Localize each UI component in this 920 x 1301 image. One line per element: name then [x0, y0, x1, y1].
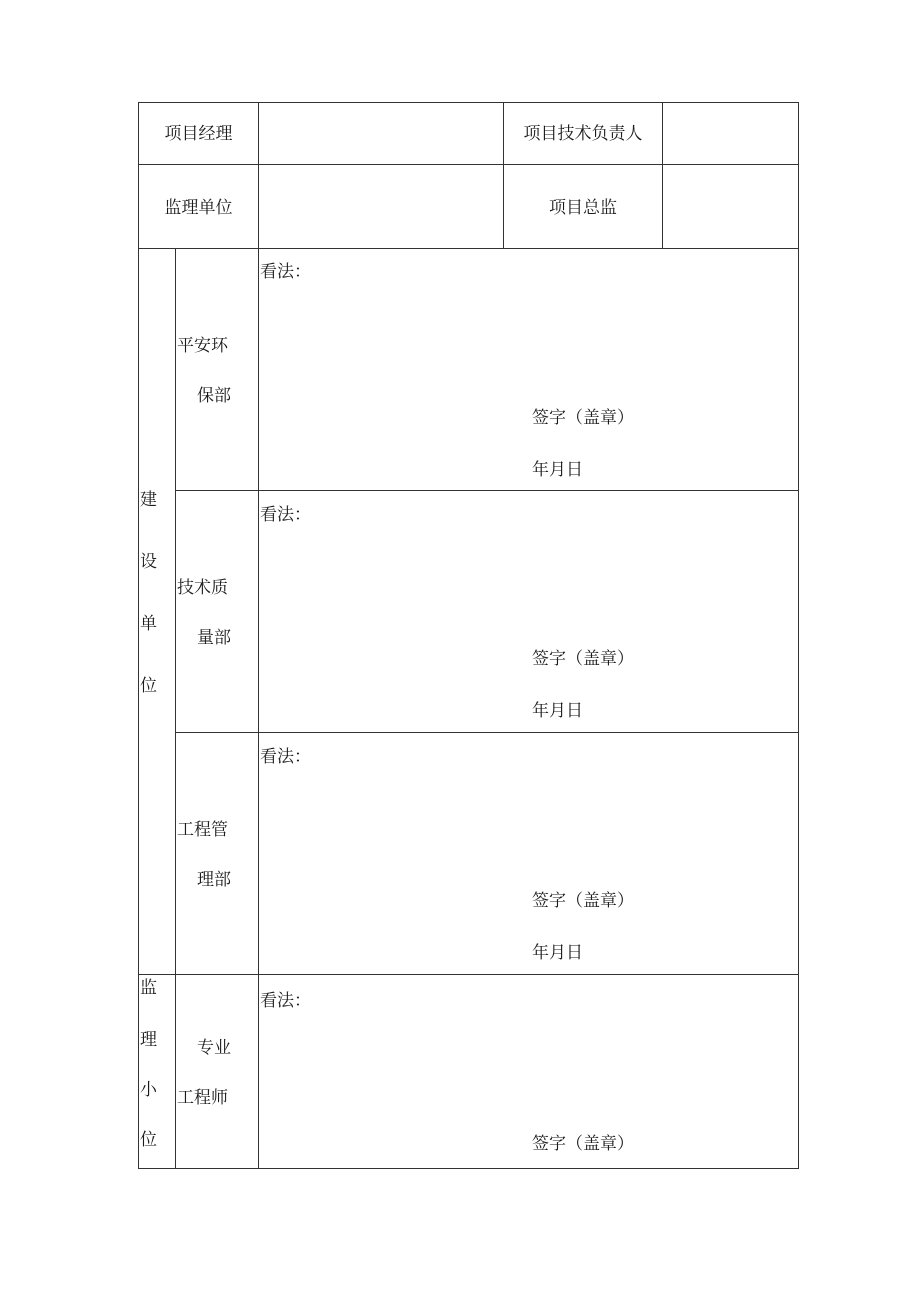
department-name-line1: 技术质: [177, 578, 228, 598]
signature-label: 签字（盖章）: [532, 1134, 634, 1154]
row-divider: [175, 490, 799, 491]
date-label: 年月日: [532, 460, 583, 480]
supervision-group-char: 监: [140, 978, 157, 998]
supervision-unit-label: 监理单位: [164, 198, 233, 218]
row-divider: [138, 248, 799, 249]
role-name-line1: 专业: [197, 1038, 231, 1058]
department-name-line1: 平安环: [177, 336, 228, 356]
table-border-right: [798, 102, 799, 1169]
date-label: 年月日: [532, 943, 583, 963]
opinion-label: 看法：: [260, 505, 311, 525]
construction-unit-char: 设: [140, 552, 157, 572]
opinion-label: 看法：: [260, 262, 311, 282]
construction-unit-char: 位: [140, 676, 157, 696]
department-name-line2: 保部: [197, 386, 231, 406]
role-name-line2: 工程师: [177, 1088, 228, 1108]
row-divider: [138, 974, 799, 975]
table-border-top: [138, 102, 799, 103]
table-border-bottom: [138, 1168, 799, 1169]
row-divider: [175, 732, 799, 733]
construction-unit-char: 单: [140, 614, 157, 634]
supervision-group-char: 理: [140, 1030, 157, 1050]
col-divider: [175, 248, 176, 1169]
construction-unit-char: 建: [140, 490, 157, 510]
col-divider: [258, 102, 259, 1169]
opinion-label: 看法：: [260, 747, 311, 767]
opinion-label: 看法：: [260, 991, 311, 1011]
chief-supervisor-label: 项目总监: [549, 198, 617, 218]
tech-lead-label: 项目技术负责人: [523, 124, 643, 144]
table-border-left: [138, 102, 139, 1169]
project-manager-label: 项目经理: [164, 124, 233, 144]
supervision-group-char: 位: [140, 1130, 157, 1150]
supervision-group-char: 小: [140, 1080, 157, 1100]
signature-label: 签字（盖章）: [532, 408, 634, 428]
department-name-line2: 理部: [197, 870, 231, 890]
signature-label: 签字（盖章）: [532, 891, 634, 911]
date-label: 年月日: [532, 701, 583, 721]
department-name-line2: 量部: [197, 628, 231, 648]
row-divider: [138, 164, 799, 165]
signature-label: 签字（盖章）: [532, 649, 634, 669]
department-name-line1: 工程管: [177, 820, 228, 840]
